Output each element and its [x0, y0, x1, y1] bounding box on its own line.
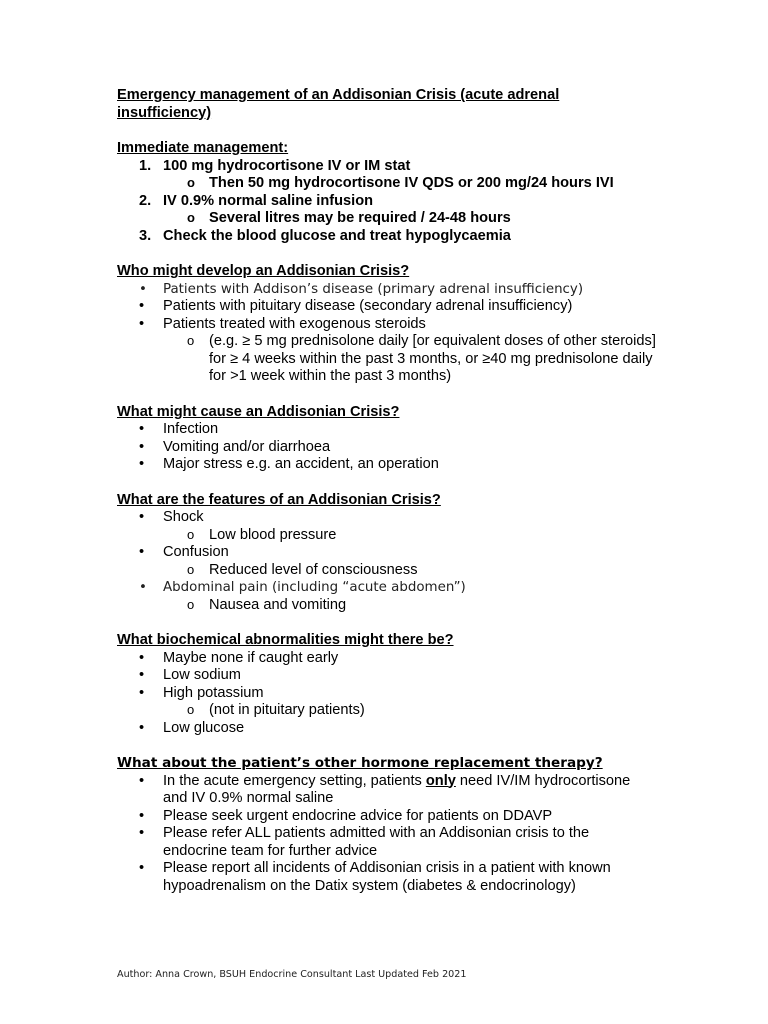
list-item — [117, 650, 657, 668]
sub-bullet: o — [187, 561, 195, 577]
sub-list-item — [117, 562, 657, 580]
cause-heading: What might cause an Addisonian Crisis? — [117, 403, 400, 420]
bullet: • — [139, 580, 147, 595]
sub-item-text: Then 50 mg hydrocortisone IV QDS or 200 mg/24 hours IVI — [209, 175, 614, 191]
biochem-list — [117, 650, 657, 703]
bullet: • — [139, 772, 145, 789]
item-number: 2. — [139, 192, 152, 209]
list-item — [117, 860, 657, 895]
footer-author: Author: Anna Crown, BSUH Endocrine Consultant Last Updated Feb 2021 — [117, 969, 467, 980]
bullet: • — [139, 421, 145, 437]
emphasis-only: only — [425, 772, 456, 789]
bullet: • — [139, 438, 145, 455]
sub-bullet: o — [187, 210, 195, 225]
bullet: • — [139, 684, 145, 701]
item-text: High potassium — [163, 684, 264, 701]
bullet: • — [139, 509, 145, 525]
list-item — [117, 456, 657, 474]
sub-list-item — [117, 597, 657, 615]
sub-item-text: Low blood pressure — [209, 526, 337, 543]
item-text: Patients treated with exogenous steroids — [163, 315, 426, 332]
list-item — [117, 808, 657, 826]
hormone-section — [117, 755, 657, 895]
bullet: • — [139, 649, 145, 666]
item-text: Maybe none if caught early — [163, 649, 339, 666]
item-text: Low sodium — [163, 667, 241, 683]
list-item — [117, 281, 657, 299]
list-item — [117, 316, 657, 334]
sub-item-text: Several litres may be required / 24-48 hours — [209, 210, 511, 226]
list-item — [117, 193, 657, 228]
cause-list — [117, 421, 657, 474]
list-item — [117, 439, 657, 457]
item-number: 1. — [139, 157, 152, 174]
document-body — [117, 87, 657, 895]
biochem-heading: What biochemical abnormalities might there be? — [117, 632, 454, 648]
immediate-management-heading: Immediate management: — [117, 140, 289, 156]
bullet: • — [139, 456, 145, 472]
sub-list-item — [117, 333, 657, 386]
sub-item-text: (not in pituitary patients) — [209, 702, 365, 718]
bullet: • — [139, 544, 145, 560]
sub-bullet: o — [187, 596, 195, 612]
bullet: • — [139, 667, 145, 683]
list-item — [117, 825, 657, 860]
who-section — [117, 263, 657, 386]
bullet: • — [139, 860, 145, 876]
item-text: 100 mg hydrocortisone IV or IM stat — [163, 157, 411, 174]
sub-list-item — [117, 527, 657, 545]
sub-list-item — [117, 175, 657, 193]
item-text: need IV/IM hydrocortisone and IV 0.9% normal saline — [163, 772, 631, 806]
bullet: • — [139, 298, 145, 314]
sub-item-text: Reduced level of consciousness — [209, 561, 418, 578]
item-text: Confusion — [163, 544, 229, 560]
bullet: • — [139, 719, 145, 736]
list-item — [117, 421, 657, 439]
biochem-section — [117, 632, 657, 737]
sub-bullet: o — [187, 175, 195, 190]
cause-section — [117, 404, 657, 474]
list-item — [117, 228, 657, 246]
list-item — [117, 773, 657, 808]
list-item — [117, 509, 657, 527]
item-text: Infection — [163, 421, 219, 437]
item-text: Check the blood glucose and treat hypoglycaemia — [163, 227, 511, 244]
sub-bullet: o — [187, 526, 195, 542]
item-number: 3. — [139, 227, 152, 244]
bullet: • — [139, 315, 145, 332]
immediate-management-section — [117, 140, 657, 245]
features-heading: What are the features of an Addisonian Crisis? — [117, 491, 441, 508]
hormone-list — [117, 773, 657, 896]
item-text: Vomiting and/or diarrhoea — [163, 438, 331, 455]
sub-bullet: o — [187, 333, 195, 348]
item-text: In the acute emergency setting, patients — [163, 772, 426, 789]
list-item — [117, 667, 657, 685]
who-sub-list — [117, 333, 657, 386]
document-title: Emergency management of an Addisonian Crisis (acute adrenal insufficiency) — [117, 87, 560, 121]
item-text: Please seek urgent endocrine advice for patients on DDAVP — [163, 807, 553, 824]
bullet: • — [139, 807, 145, 824]
list-item — [117, 579, 657, 597]
sub-item-text: (e.g. ≥ 5 mg prednisolone daily [or equivalent doses of other steroids] for ≥ 4 weeks within the past 3 months, or ≥40 mg prednisolone daily for >1 week within the past 3 months) — [209, 333, 656, 384]
bullet: • — [139, 825, 145, 841]
item-text: Patients with pituitary disease (secondary adrenal insufficiency) — [163, 298, 573, 314]
sub-item-text: Nausea and vomiting — [209, 596, 347, 613]
sub-bullet: o — [187, 702, 195, 717]
bullet: • — [139, 281, 147, 297]
item-text: Shock — [163, 509, 204, 525]
sub-list-item — [117, 210, 657, 228]
item-text: Patients with Addison’s disease (primary adrenal insufficiency) — [163, 281, 584, 297]
who-heading: Who might develop an Addisonian Crisis? — [117, 263, 410, 279]
item-text: Low glucose — [163, 719, 245, 736]
hormone-heading: What about the patient’s other hormone replacement therapy? — [117, 755, 603, 771]
list-item — [117, 720, 657, 738]
list-item — [117, 298, 657, 316]
list-item — [117, 685, 657, 703]
features-list — [117, 509, 657, 527]
immediate-management-list — [117, 158, 657, 246]
item-text: Abdominal pain (including “acute abdomen”) — [163, 580, 466, 595]
list-item — [117, 544, 657, 562]
item-text: IV 0.9% normal saline infusion — [163, 192, 374, 209]
item-text: Major stress e.g. an accident, an operation — [163, 456, 439, 472]
item-text: Please refer ALL patients admitted with an Addisonian crisis to the endocrine team for further advice — [163, 825, 590, 859]
item-text: Please report all incidents of Addisonian crisis in a patient with known hypoadrenalism on the Datix system (diabetes & endocrinology) — [163, 860, 611, 894]
sub-list-item — [117, 702, 657, 720]
list-item — [117, 158, 657, 193]
features-section — [117, 492, 657, 615]
who-list — [117, 281, 657, 334]
